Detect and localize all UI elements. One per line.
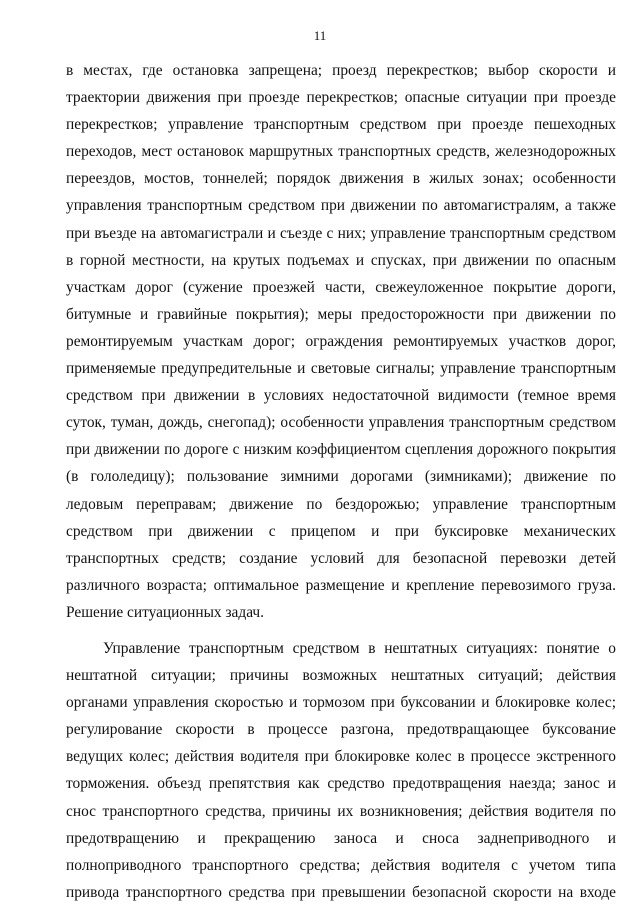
document-body — [66, 57, 616, 906]
paragraph-emergency-situations: Управление транспортным средством в нештатных ситуациях: понятие о нештатной ситуации; причины возможных нештатных ситуаций; действия органами управления скоростью и тормозом при буксовании и блокировке колес; регулирование скорости в процессе разгона, предотвращающее буксование ведущих колес; действия водителя при блокировке колес в процессе экстренного торможения. объезд препятствия как средство предотвращения наезда; занос и снос транспортного средства, причины их возникновения; действия водителя по предотвращению и прекращению заноса и сноса заднеприводного и полноприводного транспортного средства; действия водителя с учетом типа привода транспортного средства при превышении безопасной скорости на входе — [66, 639, 616, 901]
paragraph-continued: в местах, где остановка запрещена; проезд перекрестков; выбор скорости и траектории движения при проезде перекрестков; опасные ситуации при проезде перекрестков; управление транспортным средством при проезде пешеходных переходов, мест остановок маршрутных транспортных средств, железнодорожных переездов, мостов, тоннелей; порядок движения в жилых зонах; особенности управления транспортным средством при движении по автомагистралям, а также при въезде на автомагистрали и съезде с них; управление транспортным средством в горной местности, на крутых подъемах и спусках, при движении по опасным участкам дорог (сужение проезжей части, свежеуложенное покрытие дороги, битумные и гравийные покрытия); меры предосторожности при движении по ремонтируемым участкам дорог; ограждения ремонтируемых участков дорог, применяемые предупредительные и световые сигналы; управление транспортным средством при движении в условиях недостаточной видимости (темное время суток, туман, дождь, снегопад); особенности управления транспортным средством при движении по дороге с низким коэффициентом сцепления дорожного покрытия (в гололедицу); пользование зимними дорогами (зимниками); движение по ледовым переправам; движение по бездорожью; управление транспортным средством при движении с прицепом и при буксировке механических транспортных средств; создание условий для безопасной перевозки детей различного возраста; оптимальное размещение и крепление перевозимого груза. Решение ситуационных задач. — [66, 62, 616, 621]
page-number: 11 — [313, 28, 327, 43]
